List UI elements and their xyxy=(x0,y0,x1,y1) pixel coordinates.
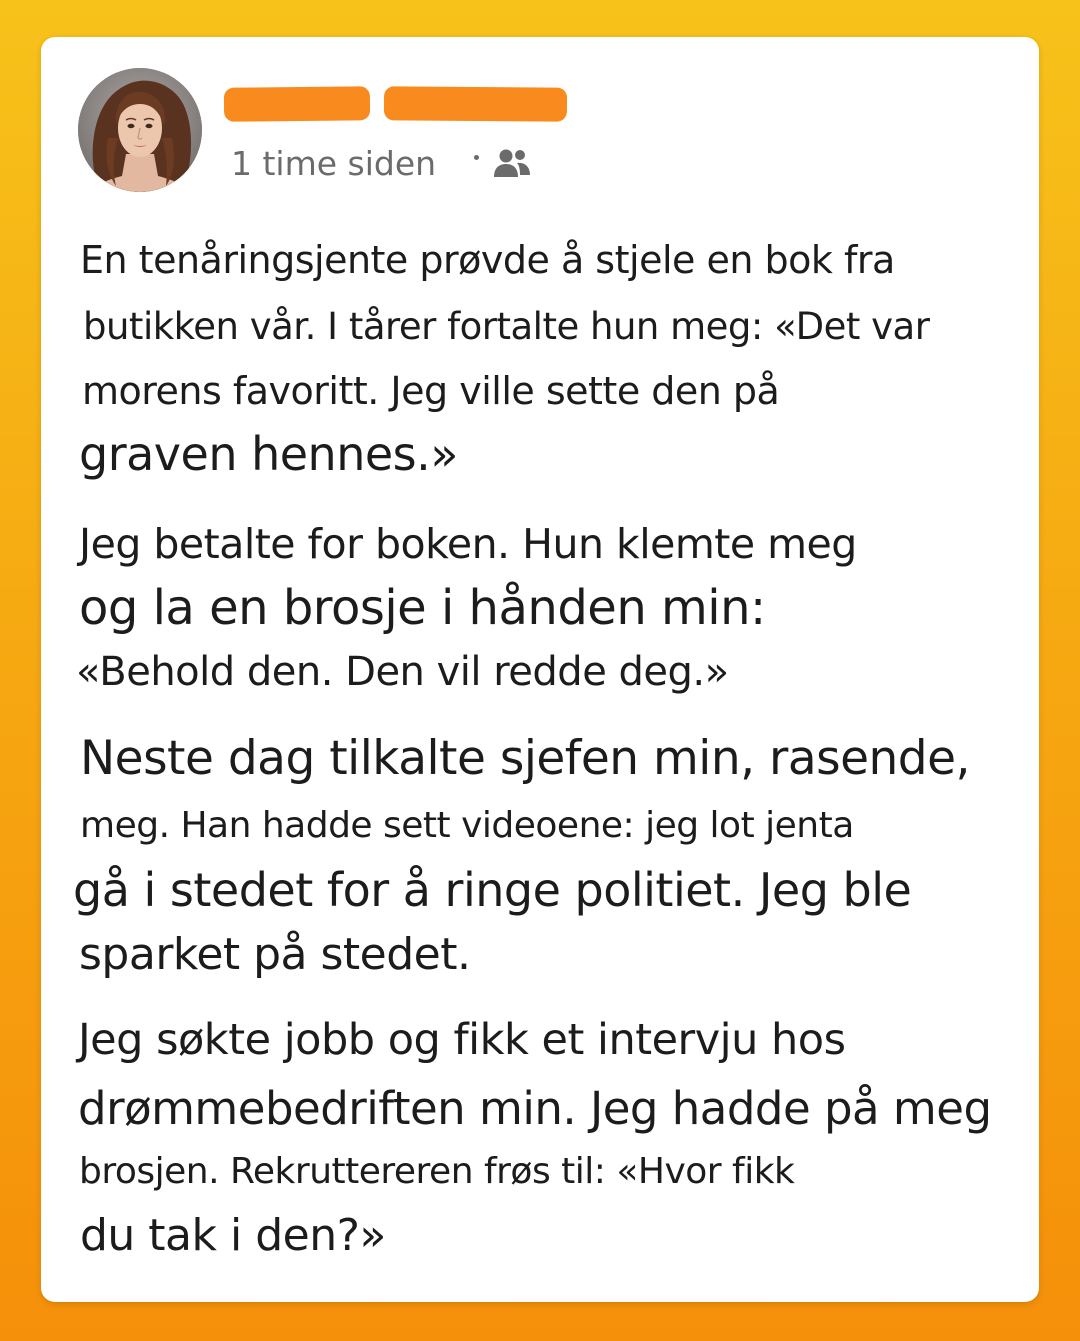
post-text-line: butikken vår. I tårer fortalte hun meg: «Det var xyxy=(83,305,930,348)
post-card xyxy=(41,37,1039,1302)
post-text-line: du tak i den?» xyxy=(80,1210,386,1261)
post-text-line: graven hennes.» xyxy=(79,427,458,481)
post-text-line: sparket på stedet. xyxy=(79,929,471,980)
post-text-line: En tenåringsjente prøvde å stjele en bok fra xyxy=(80,238,895,282)
post-text-line: gå i stedet for å ringe politiet. Jeg ble xyxy=(73,863,912,917)
post-text-line: drømmebedriften min. Jeg hadde på meg xyxy=(78,1082,992,1135)
post-text-line: Jeg betalte for boken. Hun klemte meg xyxy=(79,520,857,568)
post-text-line: meg. Han hadde sett videoene: jeg lot jenta xyxy=(80,805,854,846)
post-text-line: Neste dag tilkalte sjefen min, rasende, xyxy=(80,731,971,786)
post-time[interactable]: 1 time siden xyxy=(231,143,437,183)
post-text-line: morens favoritt. Jeg ville sette den på xyxy=(82,369,780,413)
post-text-line: «Behold den. Den vil redde deg.» xyxy=(76,649,729,695)
post-body xyxy=(41,37,1039,1302)
post-text-line: brosjen. Rekruttereren frøs til: «Hvor fikk xyxy=(79,1151,795,1192)
post-text-line: Jeg søkte jobb og fikk et intervju hos xyxy=(78,1015,846,1065)
post-text-line: og la en brosje i hånden min: xyxy=(79,580,766,636)
